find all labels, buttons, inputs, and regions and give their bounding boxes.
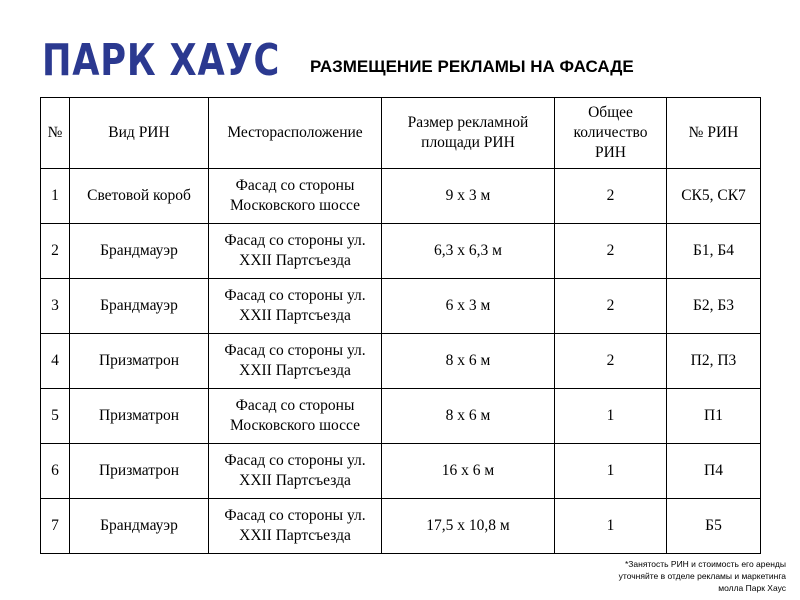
table-row — [41, 499, 761, 554]
cell-location: Фасад со стороны ул. XXII Партсъезда — [209, 444, 382, 499]
cell-type: Брандмауэр — [70, 224, 209, 279]
cell-rin-id: Б1, Б4 — [667, 224, 761, 279]
table-row — [41, 169, 761, 224]
cell-rin-id: П2, П3 — [667, 334, 761, 389]
footnote-line: уточняйте в отделе рекламы и маркетинга — [618, 571, 786, 581]
logo: ПАРК ХАУС — [42, 35, 281, 86]
cell-count: 2 — [555, 169, 667, 224]
cell-number: 7 — [41, 499, 70, 554]
header-cell-count: Общее количество РИН — [555, 98, 667, 169]
cell-size: 6 х 3 м — [382, 279, 555, 334]
table-row — [41, 279, 761, 334]
cell-count: 1 — [555, 444, 667, 499]
footnote — [619, 558, 786, 594]
cell-number: 4 — [41, 334, 70, 389]
cell-number: 3 — [41, 279, 70, 334]
cell-count: 2 — [555, 279, 667, 334]
header-cell-number: № — [41, 98, 70, 169]
cell-location: Фасад со стороны ул. XXII Партсъезда — [209, 279, 382, 334]
cell-location: Фасад со стороны Московского шоссе — [209, 169, 382, 224]
cell-count: 2 — [555, 334, 667, 389]
cell-size: 17,5 х 10,8 м — [382, 499, 555, 554]
cell-rin-id: СК5, СК7 — [667, 169, 761, 224]
cell-rin-id: П4 — [667, 444, 761, 499]
cell-rin-id: Б5 — [667, 499, 761, 554]
cell-size: 8 х 6 м — [382, 389, 555, 444]
header-cell-type: Вид РИН — [70, 98, 209, 169]
cell-location: Фасад со стороны ул. XXII Партсъезда — [209, 499, 382, 554]
cell-location: Фасад со стороны ул. XXII Партсъезда — [209, 224, 382, 279]
page-title: РАЗМЕЩЕНИЕ РЕКЛАМЫ НА ФАСАДЕ — [310, 57, 634, 76]
cell-type: Призматрон — [70, 389, 209, 444]
cell-size: 9 х 3 м — [382, 169, 555, 224]
cell-type: Призматрон — [70, 444, 209, 499]
cell-number: 2 — [41, 224, 70, 279]
cell-number: 5 — [41, 389, 70, 444]
cell-type: Брандмауэр — [70, 499, 209, 554]
cell-size: 8 х 6 м — [382, 334, 555, 389]
table-row — [41, 224, 761, 279]
cell-count: 1 — [555, 499, 667, 554]
cell-number: 6 — [41, 444, 70, 499]
cell-size: 6,3 х 6,3 м — [382, 224, 555, 279]
cell-type: Брандмауэр — [70, 279, 209, 334]
cell-location: Фасад со стороны ул. XXII Партсъезда — [209, 334, 382, 389]
placement-table — [40, 97, 761, 554]
table-header-row — [41, 98, 761, 169]
cell-number: 1 — [41, 169, 70, 224]
footnote-line: *Занятость РИН и стоимость его аренды — [624, 559, 786, 569]
footnote-line: молла Парк Хаус — [718, 583, 786, 593]
cell-type: Световой короб — [70, 169, 209, 224]
cell-location: Фасад со стороны Московского шоссе — [209, 389, 382, 444]
cell-rin-id: Б2, Б3 — [667, 279, 761, 334]
header-cell-location: Месторасположение — [209, 98, 382, 169]
cell-size: 16 х 6 м — [382, 444, 555, 499]
cell-count: 1 — [555, 389, 667, 444]
cell-type: Призматрон — [70, 334, 209, 389]
header-cell-rin-id: № РИН — [667, 98, 761, 169]
cell-rin-id: П1 — [667, 389, 761, 444]
table-row — [41, 389, 761, 444]
cell-count: 2 — [555, 224, 667, 279]
table-row — [41, 334, 761, 389]
table-row — [41, 444, 761, 499]
header-cell-size: Размер рекламной площади РИН — [382, 98, 555, 169]
